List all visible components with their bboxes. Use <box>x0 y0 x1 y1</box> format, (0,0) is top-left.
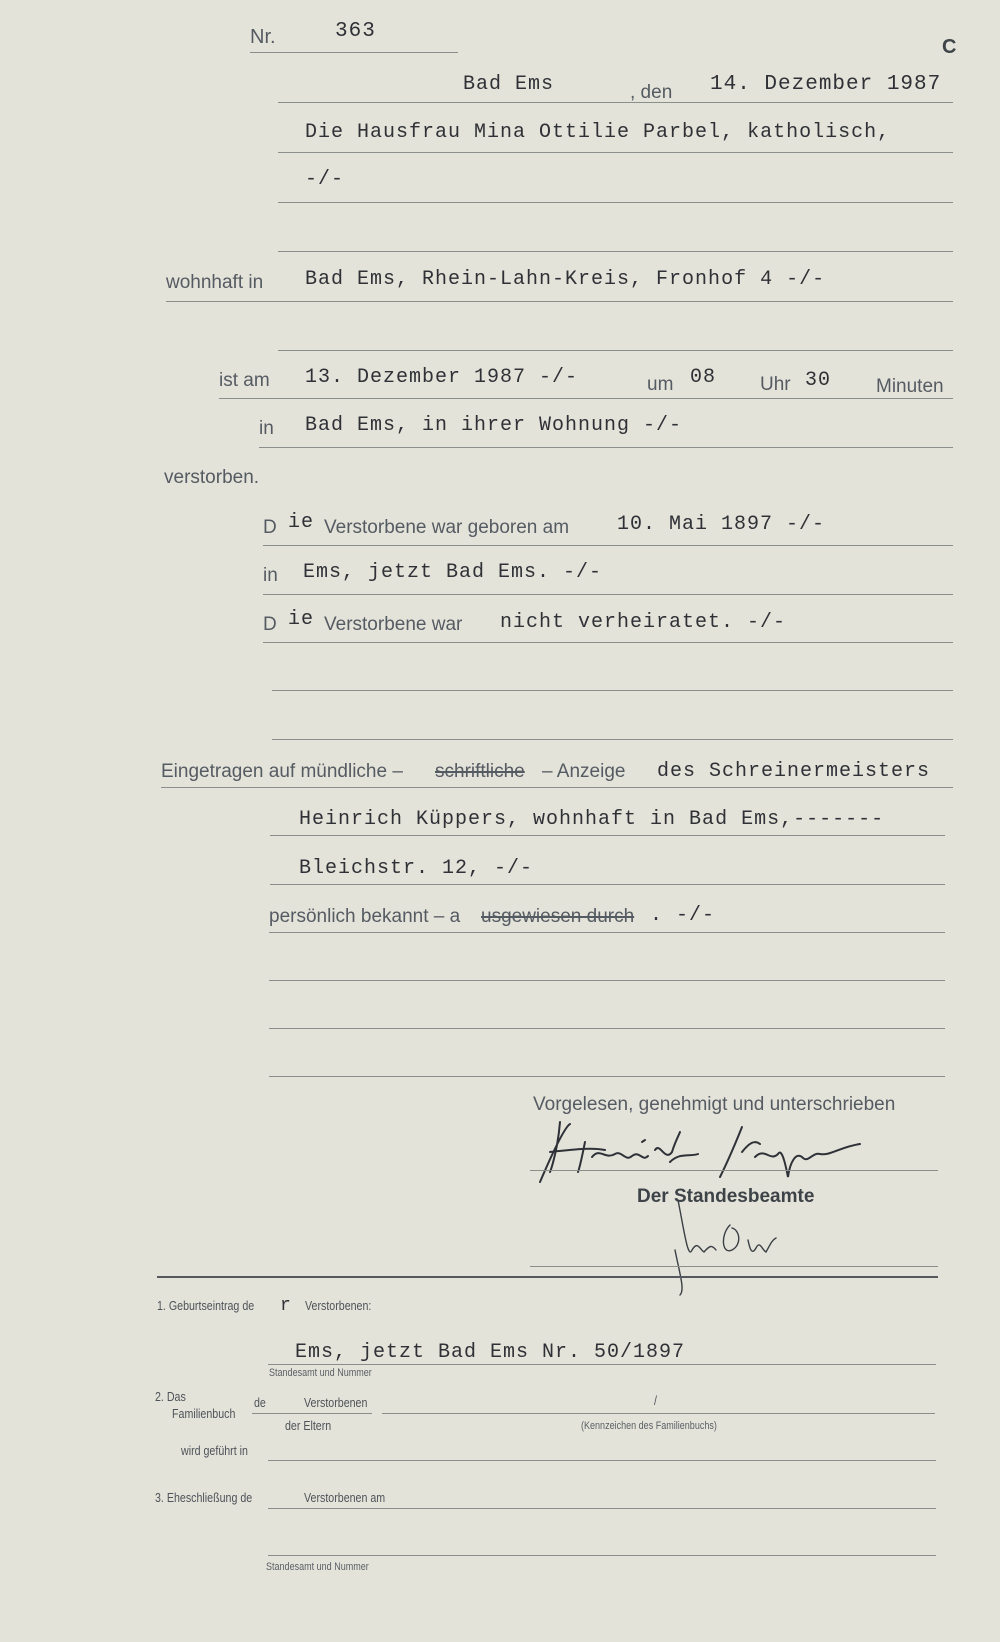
um-label: um <box>647 374 674 395</box>
familienbuch-underline <box>382 1413 935 1414</box>
identity-value: . -/- <box>650 904 716 927</box>
familienbuch-de: de <box>254 1395 266 1410</box>
familienbuch-verstorbenen: Verstorbenen <box>304 1395 368 1410</box>
death-date-underline <box>219 398 953 399</box>
deceased-line-1-underline <box>278 152 953 153</box>
registry-date: 14. Dezember 1987 <box>710 73 942 96</box>
eheschliessung-line-2 <box>268 1555 936 1556</box>
birth-prefix: D <box>263 517 277 538</box>
eheschliessung-label: 3. Eheschließung de <box>155 1490 253 1505</box>
birth-date-value: 10. Mai 1897 -/- <box>617 513 826 536</box>
death-place-underline <box>259 447 953 448</box>
standesamt-nummer-caption-2: Standesamt und Nummer <box>266 1561 369 1573</box>
informant-line-2: Heinrich Küppers, wohnhaft in Bad Ems,------- <box>299 808 885 831</box>
residence-line-2-underline <box>278 350 953 351</box>
register-number: 363 <box>335 20 376 43</box>
registry-place: Bad Ems <box>463 73 555 96</box>
birth-place-underline <box>263 594 953 595</box>
residence-underline <box>166 301 953 302</box>
birth-entry-label-2: Verstorbenen: <box>305 1298 372 1313</box>
vorgelesen-label: Vorgelesen, genehmigt und unterschrieben <box>533 1094 896 1115</box>
marital-label: Verstorbene war <box>324 614 463 635</box>
residence-label: wohnhaft in <box>166 272 264 293</box>
anzeige-label: – Anzeige <box>542 761 626 782</box>
identity-label: persönlich bekannt – a <box>269 906 461 927</box>
deceased-line-1: Die Hausfrau Mina Ottilie Parbel, katholisch, <box>305 121 891 144</box>
deceased-line-2: -/- <box>305 168 345 191</box>
blank-line-1 <box>272 690 953 691</box>
birth-entry-value: Ems, jetzt Bad Ems Nr. 50/1897 <box>295 1341 686 1364</box>
informant-signature <box>530 1112 870 1187</box>
footer-divider <box>157 1276 938 1278</box>
verstorben-label: verstorben. <box>164 467 260 488</box>
uhr-label: Uhr <box>760 374 791 395</box>
death-date-label: ist am <box>219 370 270 391</box>
gefuehrt-underline <box>268 1460 936 1461</box>
death-hour: 08 <box>690 366 717 389</box>
informant-line-2-underline <box>270 835 945 836</box>
blank-line-5 <box>269 1076 945 1077</box>
date-underline <box>278 102 953 103</box>
deceased-line-2-underline <box>278 202 953 203</box>
registrar-signature-line <box>530 1266 938 1267</box>
death-minutes: 30 <box>805 369 832 392</box>
familienbuch-de-underline <box>252 1413 372 1414</box>
marital-underline <box>263 642 953 643</box>
nr-label: Nr. <box>250 26 276 48</box>
familienbuch-eltern: der Eltern <box>285 1418 332 1433</box>
familienbuch-slash: / <box>654 1393 657 1408</box>
eingetragen-label: Eingetragen auf mündliche – <box>161 761 403 782</box>
death-place-label: in <box>259 418 274 439</box>
birth-date-underline <box>263 545 953 546</box>
blank-line-3 <box>269 980 945 981</box>
birth-suffix: ie <box>288 511 315 534</box>
blank-line-2 <box>272 739 953 740</box>
marital-suffix: ie <box>288 608 315 631</box>
minuten-label: Minuten <box>876 376 944 397</box>
death-place-value: Bad Ems, in ihrer Wohnung -/- <box>305 414 683 437</box>
birth-place-label: in <box>263 565 278 586</box>
informant-line-3-underline <box>270 884 945 885</box>
standesbeamte-label: Der Standesbeamte <box>637 1186 815 1207</box>
deceased-line-3-underline <box>278 251 953 252</box>
informant-line-1: des Schreinermeisters <box>657 760 931 783</box>
identity-underline <box>269 932 945 933</box>
kennzeichen-caption: (Kennzeichen des Familienbuchs) <box>581 1420 717 1432</box>
registrar-signature <box>670 1190 820 1300</box>
birth-label: Verstorbene war geboren am <box>324 517 570 538</box>
form-corner-letter: C <box>942 36 957 58</box>
schriftliche-struck: schriftliche <box>435 761 525 782</box>
birth-entry-suffix: r <box>280 1296 292 1316</box>
nr-underline <box>250 52 458 53</box>
birth-place-value: Ems, jetzt Bad Ems. -/- <box>303 561 603 584</box>
blank-line-4 <box>269 1028 945 1029</box>
gefuehrt-label: wird geführt in <box>181 1443 248 1458</box>
marital-prefix: D <box>263 614 277 635</box>
identity-struck: usgewiesen durch <box>481 906 635 927</box>
eheschliessung-label-2: Verstorbenen am <box>304 1490 386 1505</box>
familienbuch-label: Familienbuch <box>172 1406 236 1421</box>
residence-value: Bad Ems, Rhein-Lahn-Kreis, Fronhof 4 -/- <box>305 268 826 291</box>
birth-entry-label: 1. Geburtseintrag de <box>157 1298 255 1313</box>
informant-line-3: Bleichstr. 12, -/- <box>299 857 534 880</box>
death-date-value: 13. Dezember 1987 -/- <box>305 366 579 389</box>
birth-entry-underline <box>268 1364 936 1365</box>
eheschliessung-underline <box>268 1508 936 1509</box>
marital-status-value: nicht verheiratet. -/- <box>500 611 787 634</box>
informant-signature-line <box>530 1170 938 1171</box>
standesamt-nummer-caption: Standesamt und Nummer <box>269 1367 372 1379</box>
familienbuch-number: 2. Das <box>155 1389 186 1404</box>
den-label: , den <box>630 82 673 103</box>
informant-line-1-underline <box>161 787 953 788</box>
